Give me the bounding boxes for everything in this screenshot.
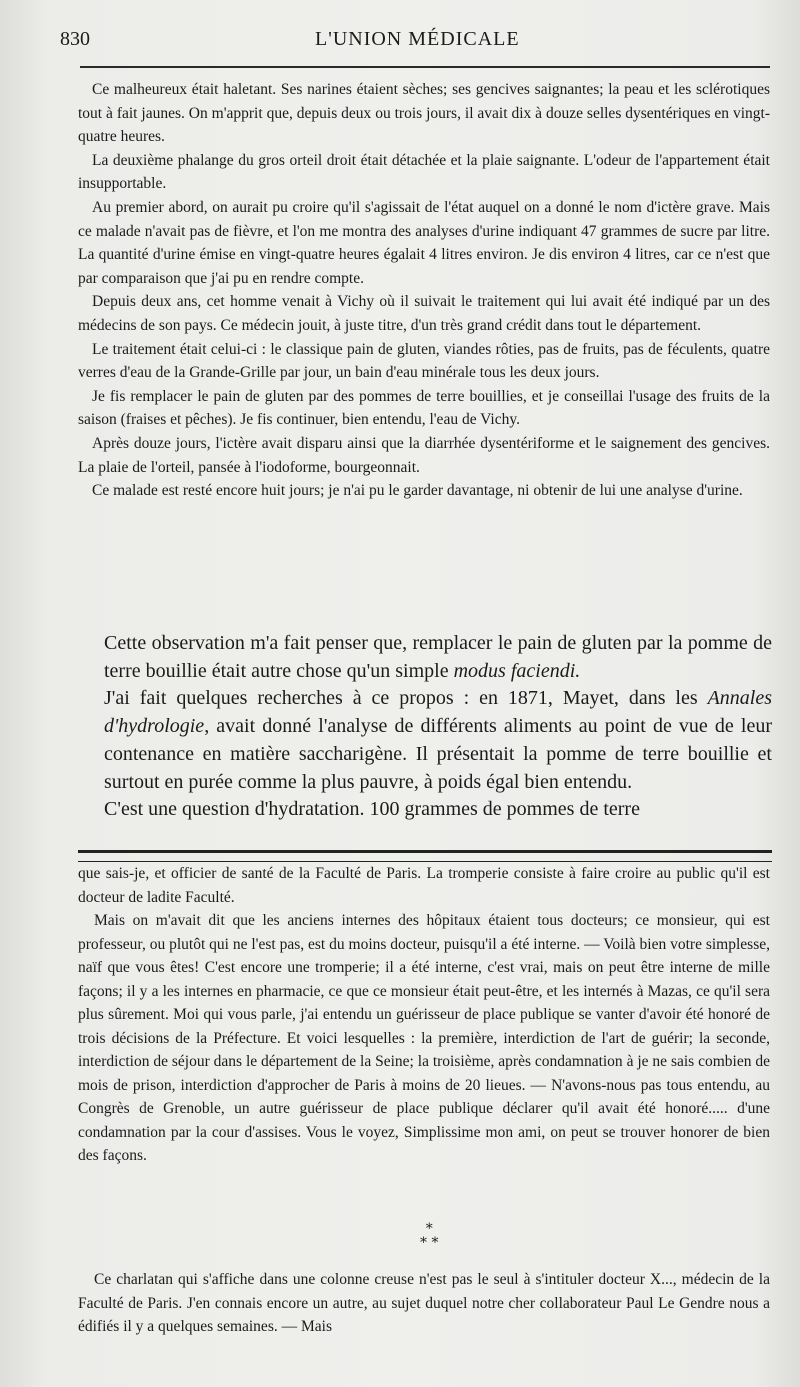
upper-text-block (78, 78, 770, 503)
journal-title: Annales d'hydrologie (104, 687, 772, 738)
paragraph: que sais-je, et officier de santé de la Faculté de Paris. La tromperie consiste à faire croire au public qu'il est docteur de ladite Faculté. (78, 865, 770, 906)
running-title: L'UNION MÉDICALE (315, 28, 520, 50)
page-number: 830 (60, 28, 90, 50)
text-run: , avait donné l'analyse de différents aliments au point de vue de leur contenance en matière saccharigène. Il présentait la pomme de terre bouillie et surtout en purée comme la plus pauvre, à poids égal bien entendu. (104, 715, 772, 793)
paragraph: Ce charlatan qui s'affiche dans une colonne creuse n'est pas le seul à s'intituler docteur X..., médecin de la Faculté de Paris. J'en connais encore un autre, au sujet duquel notre cher collaborateur Paul Le Gendre nous a édifiés il y a quelques semaines. — Mais (78, 1271, 770, 1335)
paragraph: La deuxième phalange du gros orteil droit était détachée et la plaie saignante. L'odeur de l'appartement était insupportable. (78, 151, 770, 193)
paragraph: Je fis remplacer le pain de gluten par des pommes de terre bouillies, et je conseillai l'usage des fruits de la saison (fraises et pêches). Je fis continuer, bien entendu, l'eau de Vichy. (78, 387, 770, 429)
lower-text-block (78, 862, 770, 1168)
text-run: Cette observation m'a fait penser que, remplacer le pain de gluten par la pomme de terre bouillie était autre chose qu'un simple (104, 632, 772, 682)
paragraph: Ce malade est resté encore huit jours; je n'ai pu le garder davantage, ni obtenir de lui une analyse d'urine. (92, 482, 743, 500)
asterism-glyphs: * * * (420, 1221, 439, 1251)
paragraph: Après douze jours, l'ictère avait disparu ainsi que la diarrhée dysentériforme et le saignement des gencives. La plaie de l'orteil, pansée à l'iodoforme, bourgeonnait. (78, 434, 770, 476)
asterism (420, 1222, 438, 1250)
page-header (60, 22, 760, 62)
large-text-block (104, 630, 772, 824)
large-paragraph (104, 630, 772, 685)
paragraph: Le traitement était celui-ci : le classique pain de gluten, viandes rôties, pas de fruits, pas de féculents, quatre verres d'eau de la Grande-Grille par jour, un bain d'eau minérale tous les deux jours. (78, 340, 770, 382)
italic-phrase: modus faciendi. (453, 659, 581, 682)
note-text-block (78, 1268, 770, 1339)
paragraph: Mais on m'avait dit que les anciens internes des hôpitaux étaient tous docteurs; ce monsieur, qui est professeur, ou plutôt qui ne l'est pas, est du moins docteur, puisqu'il a été interne. — Voilà bien votre simplesse, naïf que vous êtes! C'est encore une tromperie; il a été interne, c'est vrai, mais on peut être interne de mille façons; il y a les internes en pharmacie, ce que ce monsieur était peut-être, et les internés à Mazas, ce qu'il sera plus sûrement. Moi qui vous parle, j'ai entendu un guérisseur de place publique se vanter d'avoir été honoré de trois décisions de la Préfecture. Et voici lesquelles : la première, interdiction de l'art de guérir; la seconde, interdiction de séjour dans le département de la Seine; la troisième, après condamnation à je ne sais combien de mois de prison, interdiction d'approcher de Paris à moins de 20 lieues. — N'avons-nous pas tous entendu, au Congrès de Grenoble, un autre guérisseur de place publique déclarer qu'il avait été honoré..... d'une condamnation par la cour d'assises. Vous le voyez, Simplissime mon ami, on peut se trouver honorer de bien des façons. (78, 912, 770, 1164)
text-run: J'ai fait quelques recherches à ce propos : en 1871, Mayet, dans les (104, 687, 708, 710)
paragraph: Depuis deux ans, cet homme venait à Vichy où il suivait le traitement qui lui avait été indiqué par un des médecins de son pays. Ce médecin jouit, à juste titre, d'un très grand crédit dans tout le département. (78, 293, 770, 334)
large-paragraph (104, 685, 772, 796)
section-divider (78, 850, 772, 862)
paragraph: Ce malheureux était haletant. Ses narines étaient sèches; ses gencives saignantes; la peau et les sclérotiques tout à fait jaunes. On m'apprit que, depuis deux ou trois jours, il avait dix à douze selles dysentériques en vingt-quatre heures. (78, 81, 770, 146)
paragraph: Au premier abord, on aurait pu croire qu'il s'agissait de l'état auquel on a donné le nom d'ictère grave. Mais ce malade n'avait pas de fièvre, et l'on me montra des analyses d'urine indiquant 47 grammes de sucre par litre. La quantité d'urine émise en vingt-quatre heures égalait 4 litres environ. Je dis environ 4 litres, car ce n'est que par comparaison que j'ai pu en rendre compte. (78, 198, 770, 287)
header-rule (80, 66, 770, 68)
large-paragraph: C'est une question d'hydratation. 100 grammes de pommes de terre (104, 798, 640, 821)
